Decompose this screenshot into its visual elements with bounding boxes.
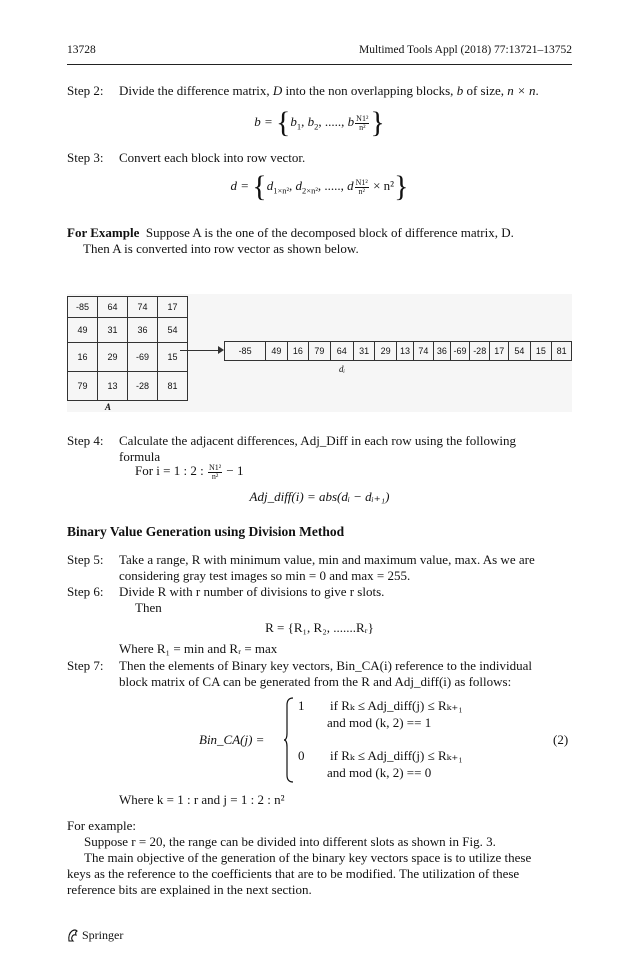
equation-b: $b = \{b_1$, $b_2$, ....., b $\frac{\text{N1²}}{\text{n²}}$ } bbox=[254, 106, 385, 139]
matrix-cell: 54 bbox=[158, 318, 188, 343]
paragraph-slots: Suppose r = 20, the range can be divided into different slots as shown in Fig. 3. bbox=[84, 834, 496, 849]
matrix-cell: 49 bbox=[68, 318, 98, 343]
eq2-lhs: Bin_CA(j) = bbox=[199, 732, 265, 747]
step3-label: Step 3: bbox=[67, 150, 104, 165]
matrix-cell: 81 bbox=[158, 372, 188, 401]
arrow-line bbox=[180, 350, 220, 351]
eq2-case1-condition: if Rₖ ≤ Adj_diff(j) ≤ Rₖ₊₁ bbox=[330, 698, 463, 713]
eq2-case1-and: and mod (k, 2) == 1 bbox=[327, 715, 432, 730]
row-vector-cell: 16 bbox=[287, 342, 309, 361]
row-vector-cell: 17 bbox=[490, 342, 509, 361]
row-vector-cell: 49 bbox=[266, 342, 288, 361]
matrix-A bbox=[67, 296, 188, 401]
step2-label: Step 2: bbox=[67, 83, 104, 98]
row-vector-cell: -28 bbox=[470, 342, 490, 361]
row-vector-cell: 74 bbox=[414, 342, 434, 361]
row-vector-cell: 79 bbox=[309, 342, 331, 361]
row-vector-cell: 15 bbox=[530, 342, 552, 361]
matrix-cell: 74 bbox=[128, 297, 158, 318]
eq2-brace bbox=[283, 697, 295, 783]
eq2-case1-value: 1 bbox=[298, 698, 305, 713]
row-vector-cell: 13 bbox=[396, 342, 413, 361]
row-vector-cell: 31 bbox=[353, 342, 375, 361]
page-number: 13728 bbox=[67, 44, 96, 56]
step7-label: Step 7: bbox=[67, 658, 104, 673]
step4-loop: For i = 1 : 2 : $\frac{\text{N1²}}{\text{n²}}$ − 1 bbox=[135, 462, 244, 481]
row-vector-cell: -69 bbox=[450, 342, 469, 361]
equation-d: $d = \{d_{1\times n^2}$, $d_{2\times n^2}$, ....., d $\frac{\text{N1²}}{\text{n²}}$ × n²} bbox=[230, 170, 409, 203]
for-example-label: For example: bbox=[67, 818, 136, 833]
step4-text: Calculate the adjacent differences, Adj_Diff in each row using the following formula bbox=[119, 433, 516, 464]
step6-label: Step 6: bbox=[67, 584, 104, 599]
where-k: Where k = 1 : r and j = 1 : 2 : n² bbox=[119, 792, 285, 807]
row-vector-cell: -85 bbox=[225, 342, 266, 361]
row-vector-cell: 64 bbox=[330, 342, 353, 361]
step7-text: Then the elements of Binary key vectors, Bin_CA(i) reference to the individual block matrix of CA can be generated from the R and Adj_diff(i) as follows: bbox=[119, 658, 532, 689]
figure-row-vector-conversion bbox=[67, 294, 572, 412]
matrix-cell: 36 bbox=[128, 318, 158, 343]
row-vector-cell: 36 bbox=[433, 342, 450, 361]
matrix-cell: 17 bbox=[158, 297, 188, 318]
step2-text: Divide the difference matrix, D into the non overlapping blocks, b of size, n × n. bbox=[119, 83, 539, 98]
row-vector-d bbox=[224, 341, 572, 361]
eq2-case2-condition: if Rₖ ≤ Adj_diff(j) ≤ Rₖ₊₁ bbox=[330, 748, 463, 763]
section-heading: Binary Value Generation using Division Method bbox=[67, 524, 345, 539]
range-formula: R = {R₁, R₂, .......Rᵣ} bbox=[265, 620, 374, 635]
equation-number: (2) bbox=[553, 732, 569, 747]
matrix-cell: -85 bbox=[68, 297, 98, 318]
springer-horse-icon bbox=[67, 928, 79, 942]
step6-then: Then bbox=[135, 600, 162, 615]
eq2-case2-value: 0 bbox=[298, 748, 305, 763]
step6-text: Divide R with r number of divisions to give r slots. bbox=[119, 584, 385, 599]
matrix-cell: -28 bbox=[128, 372, 158, 401]
step6-where: Where R₁ = min and Rᵣ = max bbox=[119, 641, 278, 656]
adj-diff-formula: Adj_diff(i) = abs(dᵢ − dᵢ₊₁) bbox=[249, 489, 390, 504]
row-vector-cell: 54 bbox=[509, 342, 531, 361]
matrix-cell: 13 bbox=[98, 372, 128, 401]
publisher-footer bbox=[67, 928, 123, 943]
matrix-label: A bbox=[105, 402, 112, 412]
row-vector-cell: 29 bbox=[375, 342, 397, 361]
step4-label: Step 4: bbox=[67, 433, 104, 448]
step5-label: Step 5: bbox=[67, 552, 104, 567]
row-vector-cell: 81 bbox=[552, 342, 572, 361]
matrix-cell: 29 bbox=[98, 343, 128, 372]
eq2-case2-and: and mod (k, 2) == 0 bbox=[327, 765, 432, 780]
step5-text: Take a range, R with minimum value, min and maximum value, max. As we are considering gray test images so min = 0 and max = 255. bbox=[119, 552, 535, 583]
matrix-cell: 16 bbox=[68, 343, 98, 372]
matrix-cell: 31 bbox=[98, 318, 128, 343]
matrix-cell: 79 bbox=[68, 372, 98, 401]
example-heading: For Example bbox=[67, 225, 140, 240]
running-header: Multimed Tools Appl (2018) 77:13721–13752 bbox=[358, 44, 572, 56]
matrix-cell: 15 bbox=[158, 343, 188, 372]
publisher-name: Springer bbox=[82, 928, 124, 942]
example-paragraph: For Example Suppose A is the one of the decomposed block of difference matrix, D. Then A is converted into row vector as shown below. bbox=[67, 225, 514, 256]
paragraph-objective: The main objective of the generation of the binary key vectors space is to utilize these keys as the reference to the coefficients that are to be modified. The utilization of these reference bits are explained in the next section. bbox=[67, 850, 532, 897]
header-rule bbox=[67, 64, 572, 65]
matrix-cell: -69 bbox=[128, 343, 158, 372]
row-vector-label: dᵢ bbox=[339, 364, 345, 374]
matrix-cell: 64 bbox=[98, 297, 128, 318]
step3-text: Convert each block into row vector. bbox=[119, 150, 306, 165]
